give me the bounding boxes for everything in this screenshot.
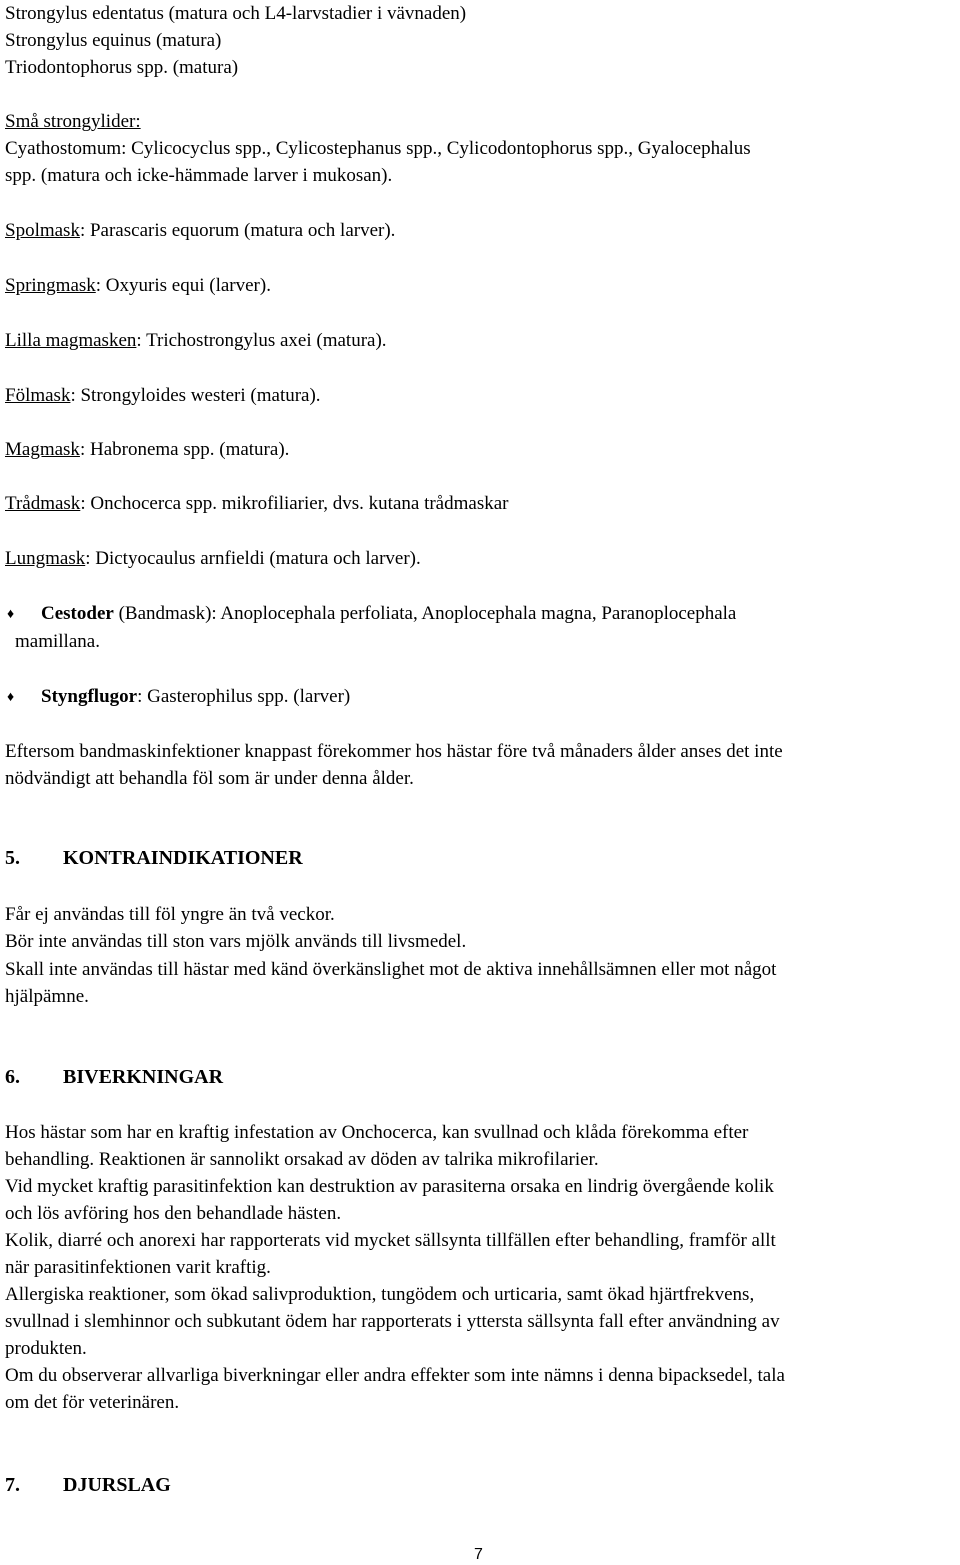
section-heading-7 (5, 1472, 171, 1499)
parasite-item (5, 490, 508, 517)
section6-line: svullnad i slemhinnor och subkutant ödem har rapporterats i yttersta sällsynta fall efter användning av (5, 1311, 780, 1332)
cestoder-desc: (Bandmask): Anoplocephala perfoliata, Anoplocephala magna, Paranoplocephala (113, 603, 737, 624)
section6-line: Kolik, diarré och anorexi har rapporterats vid mycket sällsynta tillfällen efter behandling, framför allt (5, 1230, 776, 1251)
section6-line: Vid mycket kraftig parasitinfektion kan destruktion av parasiterna orsaka en lindrig övergående kolik (5, 1176, 774, 1197)
section6-line: Om du observerar allvarliga biverkningar eller andra effekter som inte nämns i denna bipacksedel, tala (5, 1365, 785, 1386)
styngflugor-label: Styngflugor (41, 686, 138, 707)
section6-line: om det för veterinären. (5, 1392, 180, 1413)
parasite-item (5, 272, 271, 299)
species-line: Strongylus edentatus (matura och L4-larvstadier i vävnaden) (5, 3, 467, 24)
small-strongyles-line: Cyathostomum: Cylicocyclus spp., Cylicostephanus spp., Cylicodontophorus spp., Gyalocephalus (5, 138, 751, 159)
cestoder-desc-continued: mamillana. (15, 631, 100, 652)
section-heading-6 (5, 1064, 223, 1091)
styngflugor-item (41, 683, 350, 710)
diamond-bullet-icon: ♦ (7, 607, 15, 622)
section6-line: Hos hästar som har en kraftig infestation av Onchocerca, kan svullnad och klåda förekomma efter (5, 1122, 749, 1143)
section6-line: och lös avföring hos den behandlade hästen. (5, 1203, 342, 1224)
parasite-desc: : Trichostrongylus axei (matura). (136, 330, 387, 351)
parasite-desc: : Onchocerca spp. mikrofiliarier, dvs. kutana trådmaskar (80, 493, 509, 514)
section-number: 7. (5, 1474, 20, 1496)
parasite-item (5, 436, 289, 463)
cestoder-item (41, 600, 736, 627)
styngflugor-desc: : Gasterophilus spp. (larver) (137, 686, 351, 707)
cestoder-label: Cestoder (41, 603, 114, 624)
parasite-item (5, 327, 387, 354)
note-line: nödvändigt att behandla föl som är under denna ålder. (5, 768, 414, 789)
parasite-name: Trådmask (5, 493, 81, 514)
diamond-bullet-icon: ♦ (7, 690, 15, 705)
parasite-item (5, 382, 321, 409)
section5-line: Får ej användas till föl yngre än två veckor. (5, 904, 335, 925)
parasite-desc: : Oxyuris equi (larver). (95, 275, 271, 296)
small-strongyles-heading: Små strongylider: (5, 111, 141, 132)
section5-line: Skall inte användas till hästar med känd överkänslighet mot de aktiva innehållsämnen eller mot något (5, 959, 777, 980)
parasite-name: Lilla magmasken (5, 330, 137, 351)
parasite-desc: : Strongyloides westeri (matura). (70, 385, 321, 406)
small-strongyles-line: spp. (matura och icke-hämmade larver i mukosan). (5, 165, 393, 186)
parasite-desc: : Parascaris equorum (matura och larver). (79, 220, 396, 241)
section-number: 6. (5, 1066, 20, 1088)
parasite-desc: : Habronema spp. (matura). (79, 439, 290, 460)
section-title: KONTRAINDIKATIONER (63, 847, 303, 869)
page-number: 7 (474, 1546, 483, 1563)
section-number: 5. (5, 847, 20, 869)
parasite-name: Lungmask (5, 548, 86, 569)
species-line: Strongylus equinus (matura) (5, 30, 222, 51)
section6-line: produkten. (5, 1338, 87, 1359)
parasite-name: Springmask (5, 275, 96, 296)
parasite-desc: : Dictyocaulus arnfieldi (matura och larver). (85, 548, 421, 569)
species-line: Triodontophorus spp. (matura) (5, 57, 239, 78)
section5-line: hjälpämne. (5, 986, 89, 1007)
parasite-name: Magmask (5, 439, 80, 460)
parasite-name: Fölmask (5, 385, 71, 406)
section6-line: Allergiska reaktioner, som ökad salivproduktion, tungödem och urticaria, samt ökad hjärtfrekvens, (5, 1284, 755, 1305)
section-title: BIVERKNINGAR (63, 1066, 224, 1088)
section-heading-5 (5, 845, 303, 872)
section5-line: Bör inte användas till ston vars mjölk används till livsmedel. (5, 931, 467, 952)
section-title: DJURSLAG (63, 1474, 171, 1496)
note-line: Eftersom bandmaskinfektioner knappast förekommer hos hästar före två månaders ålder anses det inte (5, 741, 783, 762)
parasite-item (5, 545, 421, 572)
section6-line: när parasitinfektionen varit kraftig. (5, 1257, 271, 1278)
parasite-name: Spolmask (5, 220, 80, 241)
section6-line: behandling. Reaktionen är sannolikt orsakad av döden av talrika mikrofilarier. (5, 1149, 599, 1170)
parasite-item (5, 217, 395, 244)
